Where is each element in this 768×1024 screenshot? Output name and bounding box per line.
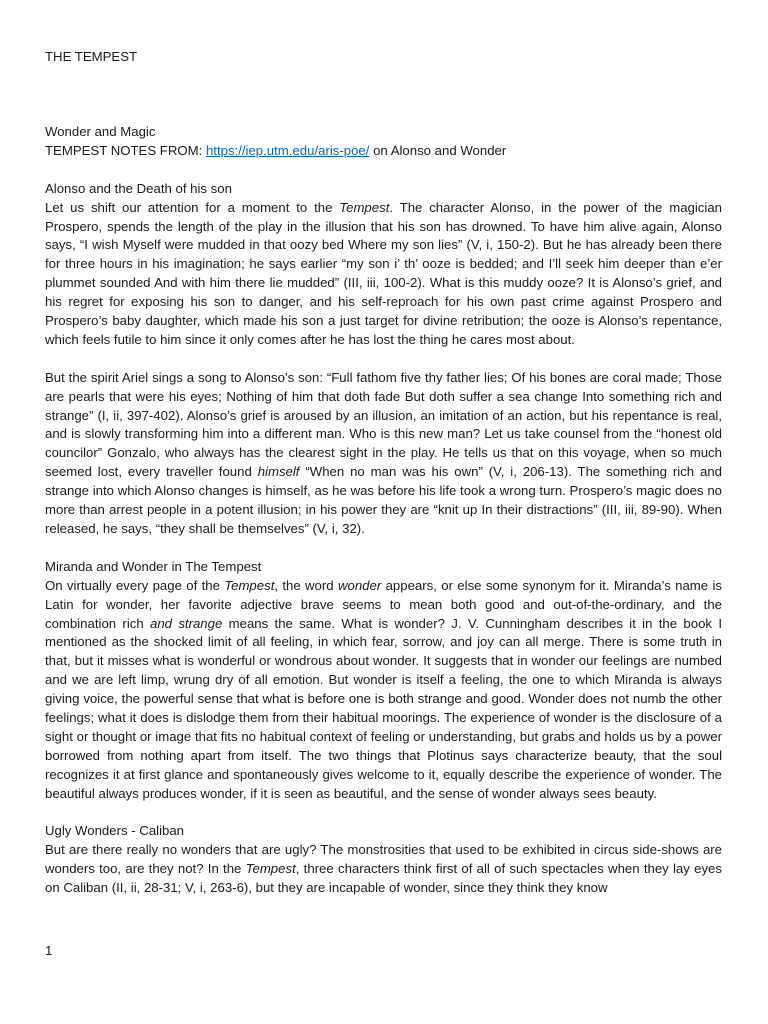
document-section — [45, 558, 722, 804]
section-heading: Alonso and the Death of his son — [45, 180, 232, 196]
document-body — [45, 123, 722, 917]
document-sections — [45, 180, 722, 898]
notes-source-line — [45, 142, 722, 161]
text-run: , three characters think first of all of such spectacles when they lay eyes on Caliban (II, ii, 28-31; V, i, 263-6), but they are incapable of wonder, since they think they know — [45, 861, 722, 896]
spacer — [45, 161, 722, 180]
notes-source-link[interactable]: https://iep.utm.edu/aris-poe/ — [205, 142, 370, 158]
text-run: means the same. What is wonder? J. V. Cunningham describes it in the book I mentioned as the shocked limit of all feeling, in which fear, sorrow, and joy can all merge. There is some truth in that, but it misses what is wonderful or wondrous about wonder. It suggests that in wonder our feelings are numbed and we are left limp, wrung dry of all emotion. But wonder is itself a feeling, the one to which Miranda is always giving voice, the powerful sense that what is before one is both strange and good. Wonder does not numb the other feelings; what it does is dislodge them from their habitual moorings. The experience of wonder is the disclosure of a sight or thought or image that fits no habitual context of feeling or understanding, but grabs and holds us by a power borrowed from nothing apart from itself. The two things that Plotinus says characterize beauty, that the soul recognizes it at first glance and spontaneously gives welcome to it, equally describe the experience of wonder. The beautiful always produces wonder, if it is seen as beautiful, and the sense of wonder always sees beauty. — [45, 615, 722, 801]
section-heading: Miranda and Wonder in The Tempest — [45, 558, 262, 574]
text-run: appears, or else some synonym for it. Miranda’s name is Latin for wonder, her favorite adjective brave seems to mean both good and out-of-the-ordinary, and the combination rich — [45, 577, 722, 631]
body-paragraph — [45, 369, 722, 539]
italic-text: Tempest — [224, 577, 275, 593]
text-run: But the spirit Ariel sings a song to Alonso’s son: “Full fathom five thy father lies; Of his bones are coral made; Those are pearls that were his eyes; Nothing of him that doth fade But doth suffer a sea change Into something rich and strange” (I, ii, 397-402). Alonso’s grief is aroused by an illusion, an imitation of an action, but his repentance is real, and is slowly transforming him into a different man. Who is this new man? Let us take counsel from the “honest old councilor” Gonzalo, who always has the clearest sight in the play. He tells us that on this voyage, when so much seemed lost, every traveller found — [45, 369, 722, 480]
page-number: 1 — [45, 943, 53, 958]
body-paragraph — [45, 199, 722, 350]
section-heading-wonder-and-magic: Wonder and Magic — [45, 124, 156, 139]
notes-source-prefix: TEMPEST NOTES FROM: — [45, 142, 206, 158]
italic-text: wonder — [337, 577, 382, 593]
italic-text: and strange — [150, 615, 223, 631]
document-section — [45, 822, 722, 898]
text-run: . The character Alonso, in the power of the magician Prospero, spends the length of the play in the illusion that his son has drowned. To have him alive again, Alonso says, “I wish Myself were mudded in that oozy bed Where my son lies” (V, i, 150-2). But he has already been there for three hours in his imagination; he says earlier “my son i’ th’ ooze is bedded; and I’ll seek him deeper than e’er plummet sounded And with him there lie mudded” (III, iii, 100-2). What is this muddy ooze? It is Alonso’s grief, and his regret for exposing his son to danger, and his self-reproach for his own past crime against Prospero and Prospero’s baby daughter, which made his son a just target for divine retribution; the ooze is Alonso’s repentance, which feels futile to him since it only comes after he has lost the thing he cares most about. — [45, 199, 722, 347]
italic-text: himself — [257, 464, 300, 480]
text-run: But are there really no wonders that are ugly? The monstrosities that used to be exhibited in circus side-shows are wonders too, are they not? In the — [45, 842, 722, 877]
document-section — [45, 180, 722, 539]
document-title: THE TEMPEST — [45, 49, 138, 64]
body-paragraph — [45, 841, 722, 898]
notes-source-suffix: on Alonso and Wonder — [369, 142, 507, 158]
text-run: “When no man was his own” (V, i, 206-13). The something rich and strange into which Alonso changes is himself, as he was before his life took a wrong turn. Prospero’s magic does no more than arrest people in a potent illusion; in his power they are “knit up In their distractions” (III, iii, 89-90). When released, he says, “they shall be themselves” (V, i, 32). — [45, 464, 723, 536]
italic-text: Tempest — [339, 199, 390, 215]
section-heading: Ugly Wonders - Caliban — [45, 823, 185, 839]
italic-text: Tempest — [245, 861, 296, 877]
text-run: Let us shift our attention for a moment to the — [45, 199, 340, 215]
text-run: , the word — [274, 577, 338, 593]
body-paragraph — [45, 577, 722, 804]
text-run: On virtually every page of the — [45, 577, 225, 593]
